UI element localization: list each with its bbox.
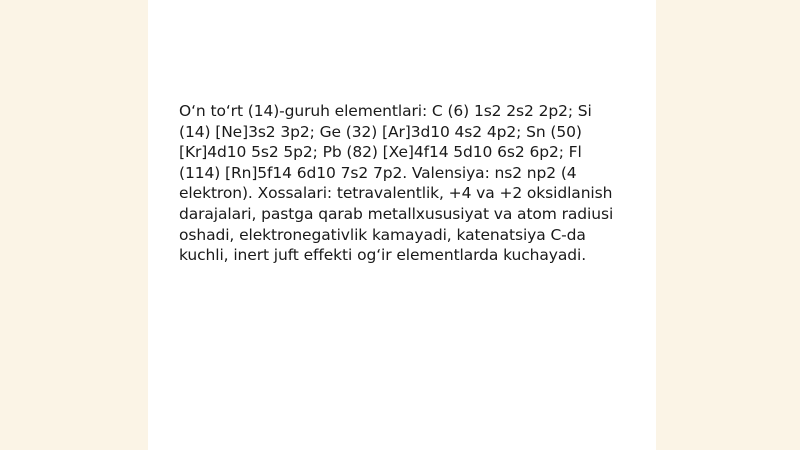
document-page — [148, 0, 656, 450]
body-paragraph: O‘n to‘rt (14)-guruh elementlari: C (6) 1s2 2s2 2p2; Si (14) [Ne]3s2 3p2; Ge (32) [Ar]3d10 4s2 4p2; Sn (50) [Kr]4d10 5s2 5p2; Pb (82) [Xe]4f14 5d10 6s2 6p2; Fl (114) [Rn]5f14 6d10 7s2 7p2. Valensiya: ns2 np2 (4 elektron). Xossalari: tetravalentlik, +4 va +2 oksidlanish darajalari, pastga qarab metallxususiyat va atom radiusi oshadi, elektronegativlik kamayadi, katenatsiya C-da kuchli, inert juft effekti og‘ir elementlarda kuchayadi. — [179, 102, 614, 265]
